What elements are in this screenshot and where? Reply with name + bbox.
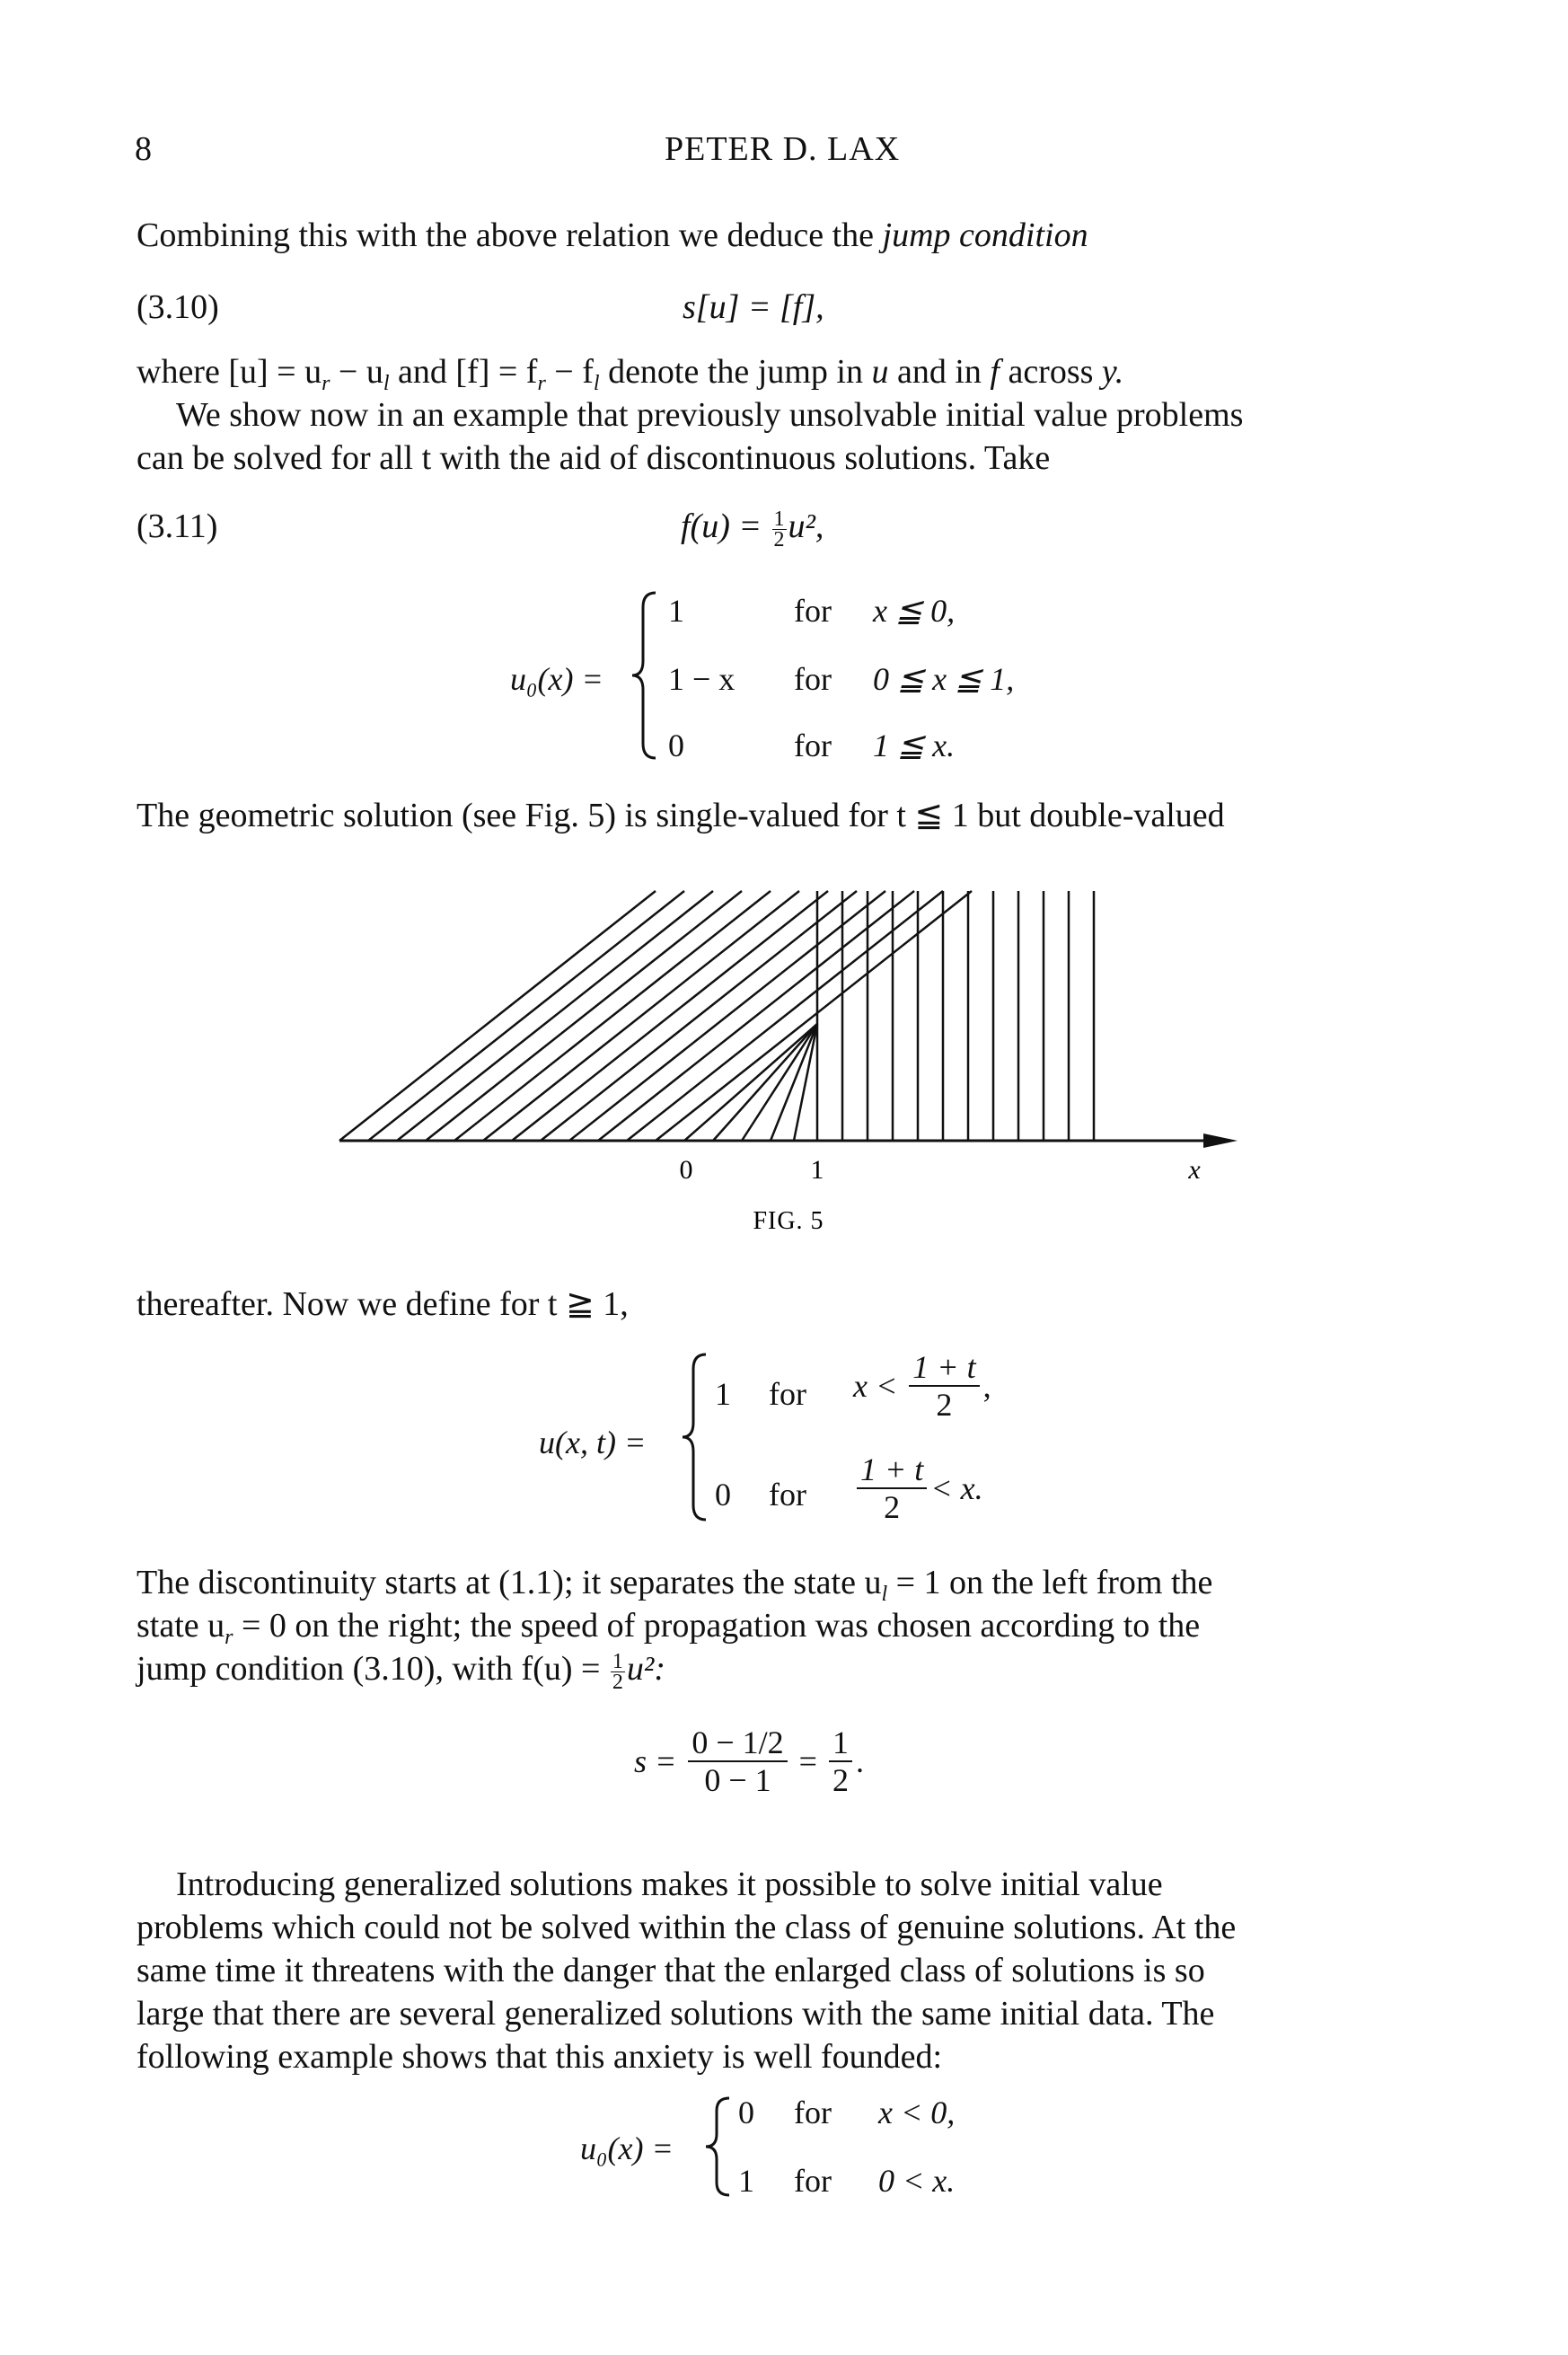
where-text-7: across bbox=[999, 353, 1102, 391]
p5-half-den: 2 bbox=[612, 1670, 623, 1694]
u0-row2-for: for bbox=[794, 661, 832, 697]
paragraph-generalized-line-4: large that there are several generalized solutions with the same initial data. The bbox=[137, 1995, 1215, 2033]
half-den: 2 bbox=[773, 527, 785, 551]
u-row2-tail: < x. bbox=[930, 1470, 983, 1506]
equation-label-3-10: (3.10) bbox=[137, 288, 219, 326]
equation-label-3-11: (3.11) bbox=[137, 507, 218, 545]
axis-label-x: x bbox=[1188, 1155, 1201, 1185]
u-row2-num: 1 + t bbox=[857, 1451, 927, 1489]
equation-3-10: s[u] = [f], bbox=[683, 288, 824, 326]
var-y: y. bbox=[1101, 353, 1124, 391]
u0-row2-value: 1 − x bbox=[668, 661, 736, 697]
figure-caption: FIG. 5 bbox=[753, 1207, 824, 1235]
u-row1-fraction bbox=[909, 1349, 979, 1423]
u0-row1-cond: x ≦ 0, bbox=[873, 593, 956, 629]
paragraph-text: Combining this with the above relation we deduce the bbox=[137, 216, 883, 254]
u0-second-row2-cond: 0 < x. bbox=[878, 2163, 956, 2199]
eq311-rhs: u², bbox=[788, 507, 824, 545]
paragraph-thereafter: thereafter. Now we define for t ≧ 1, bbox=[137, 1285, 629, 1323]
p5-half-num: 1 bbox=[612, 1649, 623, 1673]
speed-tail: . bbox=[855, 1743, 864, 1779]
u0-lhs: u₀(x) = bbox=[510, 661, 603, 697]
characteristic-line bbox=[512, 891, 828, 1141]
paragraph-geometric-solution: The geometric solution (see Fig. 5) is single-valued for t ≦ 1 but double-valued bbox=[137, 797, 1225, 834]
p5-line2-tail: = 0 on the right; the speed of propagation was chosen according to the bbox=[233, 1607, 1201, 1645]
u-row1-for: for bbox=[769, 1376, 806, 1412]
var-f: f bbox=[990, 353, 1000, 391]
u-row1-tail: , bbox=[982, 1368, 991, 1404]
speed-num: 0 − 1/2 bbox=[688, 1724, 787, 1762]
u0-second-brace bbox=[702, 2093, 738, 2201]
x-axis-arrowhead bbox=[1203, 1133, 1238, 1148]
paragraph-example-line-2: can be solved for all t with the aid of discontinuous solutions. Take bbox=[137, 439, 1051, 477]
figure-5 bbox=[0, 880, 1568, 1257]
u-row2-value: 0 bbox=[715, 1477, 731, 1513]
u0-row3-value: 0 bbox=[668, 728, 684, 763]
u-row1-cond-text: x < bbox=[853, 1368, 898, 1404]
tick-label-1: 1 bbox=[810, 1155, 824, 1185]
var-u: u bbox=[871, 353, 889, 391]
characteristic-line bbox=[339, 891, 656, 1141]
u-row1-cond bbox=[853, 1349, 991, 1423]
where-text-1: where [u] = u bbox=[137, 353, 322, 391]
paragraph-generalized-line-3: same time it threatens with the danger that the enlarged class of solutions is so bbox=[137, 1952, 1205, 1989]
u-row2-fraction bbox=[857, 1451, 927, 1525]
characteristic-line bbox=[656, 891, 972, 1141]
u0-row2-cond: 0 ≦ x ≦ 1, bbox=[873, 661, 1015, 697]
u-row1-value: 1 bbox=[715, 1376, 731, 1412]
jump-condition-term: jump condition bbox=[882, 216, 1088, 254]
paragraph-generalized-line-2: problems which could not be solved within the class of genuine solutions. At the bbox=[137, 1909, 1237, 1946]
characteristic-line bbox=[368, 891, 684, 1141]
u0-second-row2-for: for bbox=[794, 2163, 832, 2199]
u-row2-den: 2 bbox=[884, 1489, 901, 1525]
u-row2-for: for bbox=[769, 1477, 806, 1513]
u0-row3-cond: 1 ≦ x. bbox=[873, 728, 956, 763]
where-text-2: − u bbox=[330, 353, 383, 391]
u0-second-row1-cond: x < 0, bbox=[878, 2095, 956, 2130]
speed-result-den: 2 bbox=[832, 1762, 849, 1798]
p5-line1-sub: l bbox=[881, 1583, 888, 1606]
u0-row3-for: for bbox=[794, 728, 832, 763]
speed-fraction bbox=[688, 1724, 787, 1798]
u-row1-den: 2 bbox=[936, 1387, 953, 1423]
characteristic-line bbox=[483, 891, 799, 1141]
p5-half-fraction bbox=[611, 1649, 625, 1694]
p5-line2-text: state u bbox=[137, 1607, 225, 1645]
characteristic-line bbox=[541, 891, 857, 1141]
equation-3-11 bbox=[681, 505, 824, 550]
u-brace bbox=[679, 1347, 715, 1527]
running-title: PETER D. LAX bbox=[665, 130, 901, 168]
u0-row1-value: 1 bbox=[668, 593, 684, 629]
page-number: 8 bbox=[135, 130, 152, 168]
characteristic-line bbox=[771, 1024, 817, 1141]
speed-den: 0 − 1 bbox=[704, 1762, 771, 1798]
speed-result-num: 1 bbox=[829, 1724, 852, 1762]
sub-l-2: l bbox=[593, 372, 600, 395]
u0-second-row1-for: for bbox=[794, 2095, 832, 2130]
sub-r-2: r bbox=[537, 372, 546, 395]
p5-line2-sub: r bbox=[225, 1626, 233, 1649]
speed-lhs: s = bbox=[634, 1743, 677, 1779]
u0-second-row1-value: 0 bbox=[738, 2095, 754, 2130]
paragraph-discontinuity-line-3 bbox=[137, 1647, 665, 1692]
speed-equation bbox=[634, 1724, 864, 1798]
u-row1-num: 1 + t bbox=[909, 1349, 979, 1387]
eq311-lhs: f(u) = bbox=[681, 507, 771, 545]
sub-r: r bbox=[322, 372, 330, 395]
p5-line3-text: jump condition (3.10), with f(u) = bbox=[137, 1650, 609, 1688]
speed-result-fraction bbox=[829, 1724, 852, 1798]
where-text-4: − f bbox=[545, 353, 594, 391]
characteristic-line bbox=[397, 891, 713, 1141]
speed-equals: = bbox=[798, 1743, 817, 1779]
half-num: 1 bbox=[773, 507, 785, 531]
u-lhs: u(x, t) = bbox=[539, 1424, 647, 1460]
u0-row1-for: for bbox=[794, 593, 832, 629]
p5-line1-tail: = 1 on the left from the bbox=[887, 1564, 1213, 1601]
paragraph-example-line-1: We show now in an example that previously unsolvable initial value problems bbox=[176, 396, 1244, 434]
characteristic-line bbox=[454, 891, 771, 1141]
characteristic-line bbox=[426, 891, 742, 1141]
p5-line3-tail: u²: bbox=[626, 1650, 665, 1688]
u0-brace bbox=[629, 586, 665, 765]
where-text-3: and [f] = f bbox=[389, 353, 538, 391]
u-row2-cond bbox=[853, 1451, 983, 1525]
half-fraction bbox=[772, 509, 787, 550]
tick-label-0: 0 bbox=[679, 1155, 693, 1185]
u0-second-row2-value: 1 bbox=[738, 2163, 754, 2199]
paragraph-generalized-line-5: following example shows that this anxiety is well founded: bbox=[137, 2038, 943, 2076]
sub-l: l bbox=[383, 372, 390, 395]
paragraph-generalized-line-1: Introducing generalized solutions makes it possible to solve initial value bbox=[176, 1865, 1163, 1903]
p5-line1-text: The discontinuity starts at (1.1); it separates the state u bbox=[137, 1564, 882, 1601]
paragraph-jump-intro bbox=[137, 214, 1088, 257]
where-text-5: denote the jump in bbox=[599, 353, 872, 391]
where-text-6: and in bbox=[888, 353, 991, 391]
u0-second-lhs: u₀(x) = bbox=[580, 2130, 674, 2166]
